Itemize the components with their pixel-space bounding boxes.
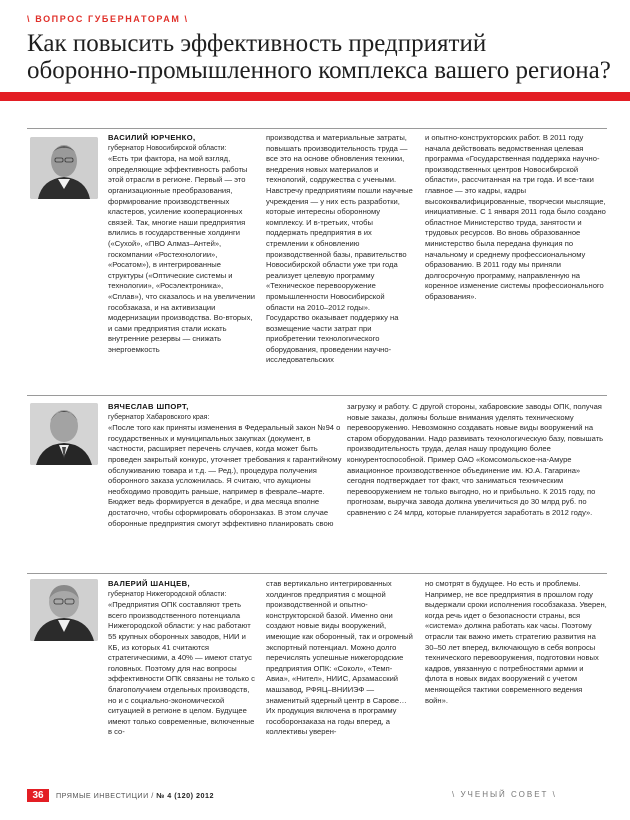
quote-text: производства и материальные затраты, повышать производительность труда — все это на основе обновления техники, внедрения новых материалов и технологий, содружества с учеными. Навстречу предприятиям пошли научные учреждения — у них есть разработки, которые интересны оборонному комплексу. И в-третьих, чтобы поддержать предприятия в их стремлении к обновлению производственной базы, правительство Новосибирской области уже три года реализует целевую программу «Техническое перевооружение промышленности Новосибирской области на 2010–2012 годы». Государство оказывает поддержку на возмещение части затрат при приобретении технологического оборудования, проведении научно-исследовательских bbox=[266, 133, 413, 365]
quote-text: «После того как приняты изменения в Федеральный закон №94 о государственных и муниципальных закупках (документ, в частности, расширяет перечень случаев, когда может быть проведен закрытый конкурс, уточняет требования к гарантийному обслуживанию товара и т.д. — Ред.), процедура получения оборонного заказа усложнилась. Я считаю, что аукционы необходимо проводить раньше, например в феврале–марте. Бюджет ведь формируется в декабре, и два месяца вполне достаточно, чтобы сформировать оборонзаказ. В этом случае оборонные предприятия смогут эффективно планировать свою bbox=[108, 423, 342, 528]
quote-text: став вертикально интегрированных холдингов предприятия с мощной производственной и опытно-конструкторской базой. Именно они создают новые виды вооружений, имеющие как оборонный, так и огромный экспортный потенциал. Можно долго перечислять успешные нижегородские предприятия ОПК: «Сокол», «Темп-Авиа», «Нител», НИИС, Арзамасский машзавод, РФЯЦ–ВНИИЭФ — знаменитый ядерный центр в Сарове… Их продукция включена в программу гособоронзаказа на годы вперед, а коллективы уверен- bbox=[266, 579, 413, 737]
quote-text: загрузку и работу. С другой стороны, хабаровские заводы ОПК, получая новые заказы, должны больше внимания уделять техническому перевооружению. Невозможно создавать новые виды вооружений на старом оборудовании. Надо развивать технологическую базу, повышать производительность труда, делая нашу продукцию более конкурентоспособной. Пример ОАО «Комсомольское-на-Амуре авиационное производственное объединение им. Ю.А. Гагарина» сегодня подтверждает тот факт, что заниматься техническим перевооружением не только выгодно, но и прибыльно. К 2015 году, по прогнозам, выручка завода должна увеличиться до 30 млрд руб. по сравнению с 24 млрд, которые планируется заработать в 2012 году». bbox=[347, 402, 604, 517]
section-1-column-2 bbox=[266, 133, 415, 366]
footer-section-label: \ УЧЕНЫЙ СОВЕТ \ bbox=[452, 790, 557, 799]
portrait-shport bbox=[30, 403, 98, 465]
speaker-name: ВАЛЕРИЙ ШАНЦЕВ, bbox=[108, 579, 190, 588]
section-1-column-3 bbox=[425, 133, 607, 303]
section-3-column-3 bbox=[425, 579, 607, 706]
section-separator bbox=[27, 573, 607, 574]
page-title-line-1: Как повысить эффективность предприятий bbox=[27, 30, 487, 57]
section-3-column-1 bbox=[108, 579, 258, 738]
page-title bbox=[27, 30, 617, 84]
title-divider-bar bbox=[0, 92, 630, 101]
speaker-name: ВЯЧЕСЛАВ ШПОРТ, bbox=[108, 402, 189, 411]
page-number: 36 bbox=[27, 789, 49, 802]
speaker-role: губернатор Хабаровского края: bbox=[108, 413, 210, 421]
portrait-yurchenko bbox=[30, 137, 98, 199]
section-1-column-1 bbox=[108, 133, 258, 355]
quote-text: но смотрят в будущее. Но есть и проблемы. Например, не все предприятия в прошлом году выдержали сроки исполнения гособзаказа. Уверен, когда речь идет о безопасности страны, вся «система» должна работать как часы. Поэтому отрасли так важно иметь стратегию развития на 30–50 лет вперед, включающую в себя вопросы технического перевооружения, подготовки новых кадров, увязанную с потребностями армии и флота в новых видах вооружений с учетом меняющейся тактики современного ведения войн». bbox=[425, 579, 607, 705]
section-separator bbox=[27, 395, 607, 396]
section-3-column-2 bbox=[266, 579, 415, 738]
rubric-label: \ ВОПРОС ГУБЕРНАТОРАМ \ bbox=[27, 14, 189, 24]
page-title-line-2: оборонно-промышленного комплекса вашего региона? bbox=[27, 57, 611, 84]
speaker-name: ВАСИЛИЙ ЮРЧЕНКО, bbox=[108, 133, 196, 142]
section-2-column-2 bbox=[347, 402, 607, 519]
portrait-shantsev bbox=[30, 579, 98, 641]
magazine-info: ПРЯМЫЕ ИНВЕСТИЦИИ / № 4 (120) 2012 bbox=[56, 791, 215, 800]
section-2-column-1 bbox=[108, 402, 343, 529]
speaker-role: губернатор Новосибирской области: bbox=[108, 144, 227, 152]
speaker-role: губернатор Нижегородской области: bbox=[108, 590, 227, 598]
section-separator bbox=[27, 128, 607, 129]
issue-number: № 4 (120) 2012 bbox=[156, 791, 215, 800]
magazine-name: ПРЯМЫЕ ИНВЕСТИЦИИ bbox=[56, 791, 149, 800]
quote-text: «Есть три фактора, на мой взгляд, определяющие эффективность работы этой отрасли в регионе. Первый — это организационные преобразования, формирование производственных кластеров, усиление кооперационных связей. Так, многие наши предприятия влились в государственные холдинги («Сухой», «ПВО Алмаз–Антей», госкомпании «Ростехнологии», «Росатом»), в интегрированные структуры («Оптические системы и технологии», «Росэлектроника», «Сплав»), что сказалось и на увеличении гособзаказа, и на активизации модернизации производства. Во-вторых, и сами предприятия стали искать внутренние резервы — снижать энергоемкость bbox=[108, 154, 256, 354]
quote-text: и опытно-конструкторских работ. В 2011 году начала действовать ведомственная целевая программа «Государственная поддержка научно-производственных центров Новосибирской области», рассчитанная на три года. И все-таки главное — это кадры, кадры высококвалифицированные, творчески мыслящие, инициативные. С 1 января 2011 года было создано областное Министерство труда, занятости и трудовых ресурсов. Во вновь образованное министерство была передана функция по начальному и среднему профессиональному образованию. В 2011 году мы приняли долгосрочную программу, направленную на коренное изменение системы профессионального образования». bbox=[425, 133, 606, 301]
quote-text: «Предприятия ОПК составляют треть всего производственного потенциала Нижегородской области: у нас работают 55 крупных оборонных заводов, НИИ и КБ, из которых 41 считаются стратегическими, а 40% — имеют статус головных. Поэтому для нас вопросы эффективности ОПК связаны не только с благополучием отдельных производств, но и с социально-экономической ситуацией в регионе в целом. Будущее имеют только современные, включенные в со- bbox=[108, 600, 255, 737]
